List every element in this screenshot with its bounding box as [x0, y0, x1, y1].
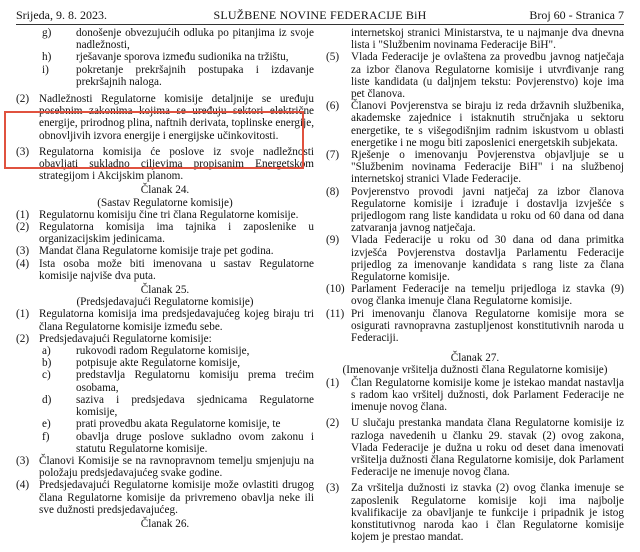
article-24-item: [16, 258, 314, 282]
item-text: Mandat člana Regulatorne komisije traje pet godina.: [39, 245, 274, 258]
sub-item-text: donošenje obvezujućih odluka po pitanjima iz svoje nadležnosti,: [76, 27, 314, 52]
item-number: (1): [16, 208, 30, 221]
item-text: Član Regulatorne komisije kome je istekao mandat nastavlja s radom kao vršitelj dužnosti, dok Parlament Federacije ne imenuje novog člana.: [351, 376, 624, 414]
paragraph-11: [326, 308, 624, 345]
paragraph-text: Predsjedavajući Regulatorne komisije može ovlastiti drugog člana Regulatorne komisije da privremeno obavlja neke ili sve dužnosti predsjedavajućeg.: [39, 479, 314, 516]
paragraph-number: (8): [326, 185, 340, 198]
duty-item: [16, 418, 314, 430]
paragraph-number: (1): [16, 308, 30, 321]
sub-item-label: h): [42, 51, 52, 64]
item-number: (3): [326, 482, 340, 495]
duty-text: obavlja druge poslove sukladno ovom zakonu i statutu Regulatorne komisije.: [76, 430, 314, 455]
paragraph-text: Rješenje o imenovanju Povjerenstva objavljuje se u "Službenim novinama Federacije BiH" i na službenoj internetskoj stranici Vlade Federacije.: [351, 149, 624, 186]
paragraph-number: (2): [16, 332, 30, 345]
paragraph-text: Povjerenstvo provodi javni natječaj za izbor članova Regulatorne komisije i izrađuje i dostavlja izvješće s prijedlogom rang liste kandidata u roku od 60 dana od dana zatvaranja javnog natječaja.: [351, 185, 624, 235]
duty-label: f): [42, 430, 50, 443]
sub-item-i: [16, 64, 314, 88]
article-25-heading: Članak 25.: [140, 284, 190, 297]
article-24-heading: Članak 24.: [140, 184, 190, 197]
paragraph-text: Članovi Komisije se na ravnopravnom temelju smjenjuju na položaju predsjedavajućeg svake godine.: [39, 454, 314, 480]
paragraph-text: Članovi Povjerenstva se biraju iz reda državnih službenika, akademske zajednice i istaknutih stručnjaka u sektoru energetike, te s višegodišnjim radnim iskustvom u oblasti energetike i ne mogu biti zaposlenici energetskih subjekata.: [351, 100, 624, 149]
paragraph-number: (9): [326, 234, 340, 247]
paragraph-text: Regulatorna komisija će poslove iz svoje nadležnosti obavljati sukladno ciljevima propisanim Energetskom strategijom i Akcijskim planom.: [39, 145, 314, 183]
paragraph-5: [326, 51, 624, 100]
article-25-subtitle: (Predsjedavajući Regulatorne komisije): [76, 296, 254, 309]
sub-item-text: rješavanje sporova između sudionika na tržištu,: [76, 51, 289, 64]
paragraph-number: (3): [16, 145, 30, 158]
sub-item-h: [16, 51, 314, 63]
article-27-heading: Članak 27.: [450, 352, 500, 365]
paragraph-text: Predsjedavajući Regulatorne komisije:: [39, 332, 212, 345]
duty-label: d): [42, 393, 52, 406]
article-27-subtitle: (Imenovanje vršitelja dužnosti člana Regulatorne komisije): [342, 364, 608, 377]
item-number: (2): [326, 417, 340, 430]
item-number: (2): [16, 221, 30, 234]
paragraph-text: Vlada Federacije u roku od 30 dana od dana primitka izvješća Povjerenstva dostavlja Parlamentu Federacije prijedlog za imenovanje kandidata s rang liste za člana Regulatorne komisije.: [351, 234, 624, 284]
paragraph-9: [326, 234, 624, 283]
paragraph-number: (11): [326, 307, 345, 320]
right-column: [326, 27, 624, 543]
page-header: [0, 8, 640, 24]
item-text: Za vršitelja dužnosti iz stavka (2) ovog članka imenuje se zaposlenik Regulatorne komisije koji ima najbolje kvalifikacije za obavljanje te funkcije i pripadnik je istog konstitutivnog naroda kao i član Regulatorne komisije kojem je prestao mandat.: [351, 482, 624, 544]
gazette-title: SLUŽBENE NOVINE FEDERACIJE BiH: [213, 8, 427, 22]
sub-item-label: g): [42, 27, 52, 39]
left-column: [16, 27, 314, 530]
article-25-paragraph-3: [16, 455, 314, 479]
paragraph-text: Parlament Federacije na temelju prijedloga iz stavka (9) ovog članka imenuje člana Regulatorne komisije.: [351, 283, 624, 308]
article-25-paragraph-2: [16, 333, 314, 345]
article-27-item: [326, 417, 624, 478]
paragraph-number: (7): [326, 149, 340, 162]
duty-item: [16, 394, 314, 418]
paragraph-8: [326, 186, 624, 235]
paragraph-number: (5): [326, 51, 340, 64]
paragraph-text: Nadležnosti Regulatorne komisije detaljnije se uređuju posebnim zakonima kojima se uređuju sektori električne energije, prirodnog plina, naftnih derivata, toplinske energije, obnovljivih izvora energije i energijske učinkovitosti.: [39, 93, 314, 142]
duty-label: c): [42, 369, 51, 382]
article-25-paragraph-4: [16, 479, 314, 516]
duty-text: prati provedbu akata Regulatorne komisije, te: [76, 418, 281, 431]
page-number: Broj 60 - Stranica 7: [529, 8, 624, 22]
article-26-heading: Članak 26.: [140, 517, 190, 530]
item-text: Regulatornu komisiju čine tri člana Regulatorne komisije.: [39, 208, 299, 221]
paragraph-text: Regulatorna komisija ima predsjedavajućeg kojeg biraju tri člana Regulatorne komisije između sebe.: [39, 308, 314, 333]
duty-item: [16, 357, 314, 369]
duty-item: [16, 345, 314, 357]
highlight-box: [4, 111, 304, 169]
item-text: Ista osoba može biti imenovana u sastav Regulatorne komisije najviše dva puta.: [39, 257, 314, 282]
paragraph-7: [326, 149, 624, 186]
continuation-text: [326, 27, 624, 51]
duty-text: potpisuje akte Regulatorne komisije,: [76, 357, 241, 370]
duty-text: predstavlja Regulatornu komisiju prema trećim osobama,: [76, 369, 314, 394]
paragraph-number: (6): [326, 100, 340, 113]
article-27-item: [326, 482, 624, 543]
sub-item-g: [16, 27, 314, 51]
continuation-text-body: internetskoj stranici Ministarstva, te u najmanje dva dnevna lista i "Službenim novinama Federacije BiH".: [351, 27, 624, 52]
duty-text: saziva i predsjedava sjednicama Regulatorne komisije,: [76, 393, 314, 419]
duty-label: a): [42, 345, 51, 358]
article-27-item: [326, 377, 624, 414]
paragraph-number: (10): [326, 283, 345, 296]
sub-item-text: pokretanje prekršajnih postupaka i izdavanje prekršajnih naloga.: [76, 63, 314, 88]
item-text: Regulatorna komisija ima tajnika i zaposlenike u organizacijskim jedinicama.: [39, 221, 314, 246]
duty-label: e): [42, 418, 51, 431]
duty-item: [16, 431, 314, 455]
article-25-paragraph-1: [16, 308, 314, 332]
duty-label: b): [42, 357, 52, 370]
article-24-subtitle: (Sastav Regulatorne komisije): [97, 196, 233, 209]
article-24-item: [16, 209, 314, 221]
paragraph-text: Vlada Federacije je ovlaštena za provedbu javnog natječaja za izbor članova Regulatorne komisije i utvrđivanje rang liste kandidata (u daljnjem tekstu: Povjerenstvo) koje ima pet članova.: [351, 51, 624, 101]
duty-text: rukovodi radom Regulatorne komisije,: [76, 345, 250, 358]
paragraph-number: (3): [16, 454, 30, 467]
article-24-item: [16, 245, 314, 257]
paragraph-10: [326, 283, 624, 307]
paragraph-text: Pri imenovanju članova Regulatorne komisije mora se osigurati ravnopravna zastupljenost konstitutivnih naroda u Federaciji.: [351, 307, 624, 345]
header-rule: [16, 24, 624, 25]
item-number: (4): [16, 257, 30, 270]
item-text: U slučaju prestanka mandata člana Regulatorne komisije iz razloga navedenih u članku 29. stavak (2) ovog zakona, Vlada Federacije je dužna u roku od deset dana imenovati vršitelja dužnosti člana Regulatorne komisije, dok Parlament Federacije ne imenuje novog člana.: [351, 417, 624, 479]
issue-date: Srijeda, 9. 8. 2023.: [16, 8, 107, 22]
paragraph-6: [326, 100, 624, 149]
sub-item-label: i): [42, 63, 49, 76]
paragraph-number: (2): [16, 93, 30, 106]
item-number: (3): [16, 245, 30, 258]
article-24-item: [16, 221, 314, 245]
duty-item: [16, 369, 314, 393]
paragraph-number: (4): [16, 479, 30, 492]
item-number: (1): [326, 376, 340, 389]
